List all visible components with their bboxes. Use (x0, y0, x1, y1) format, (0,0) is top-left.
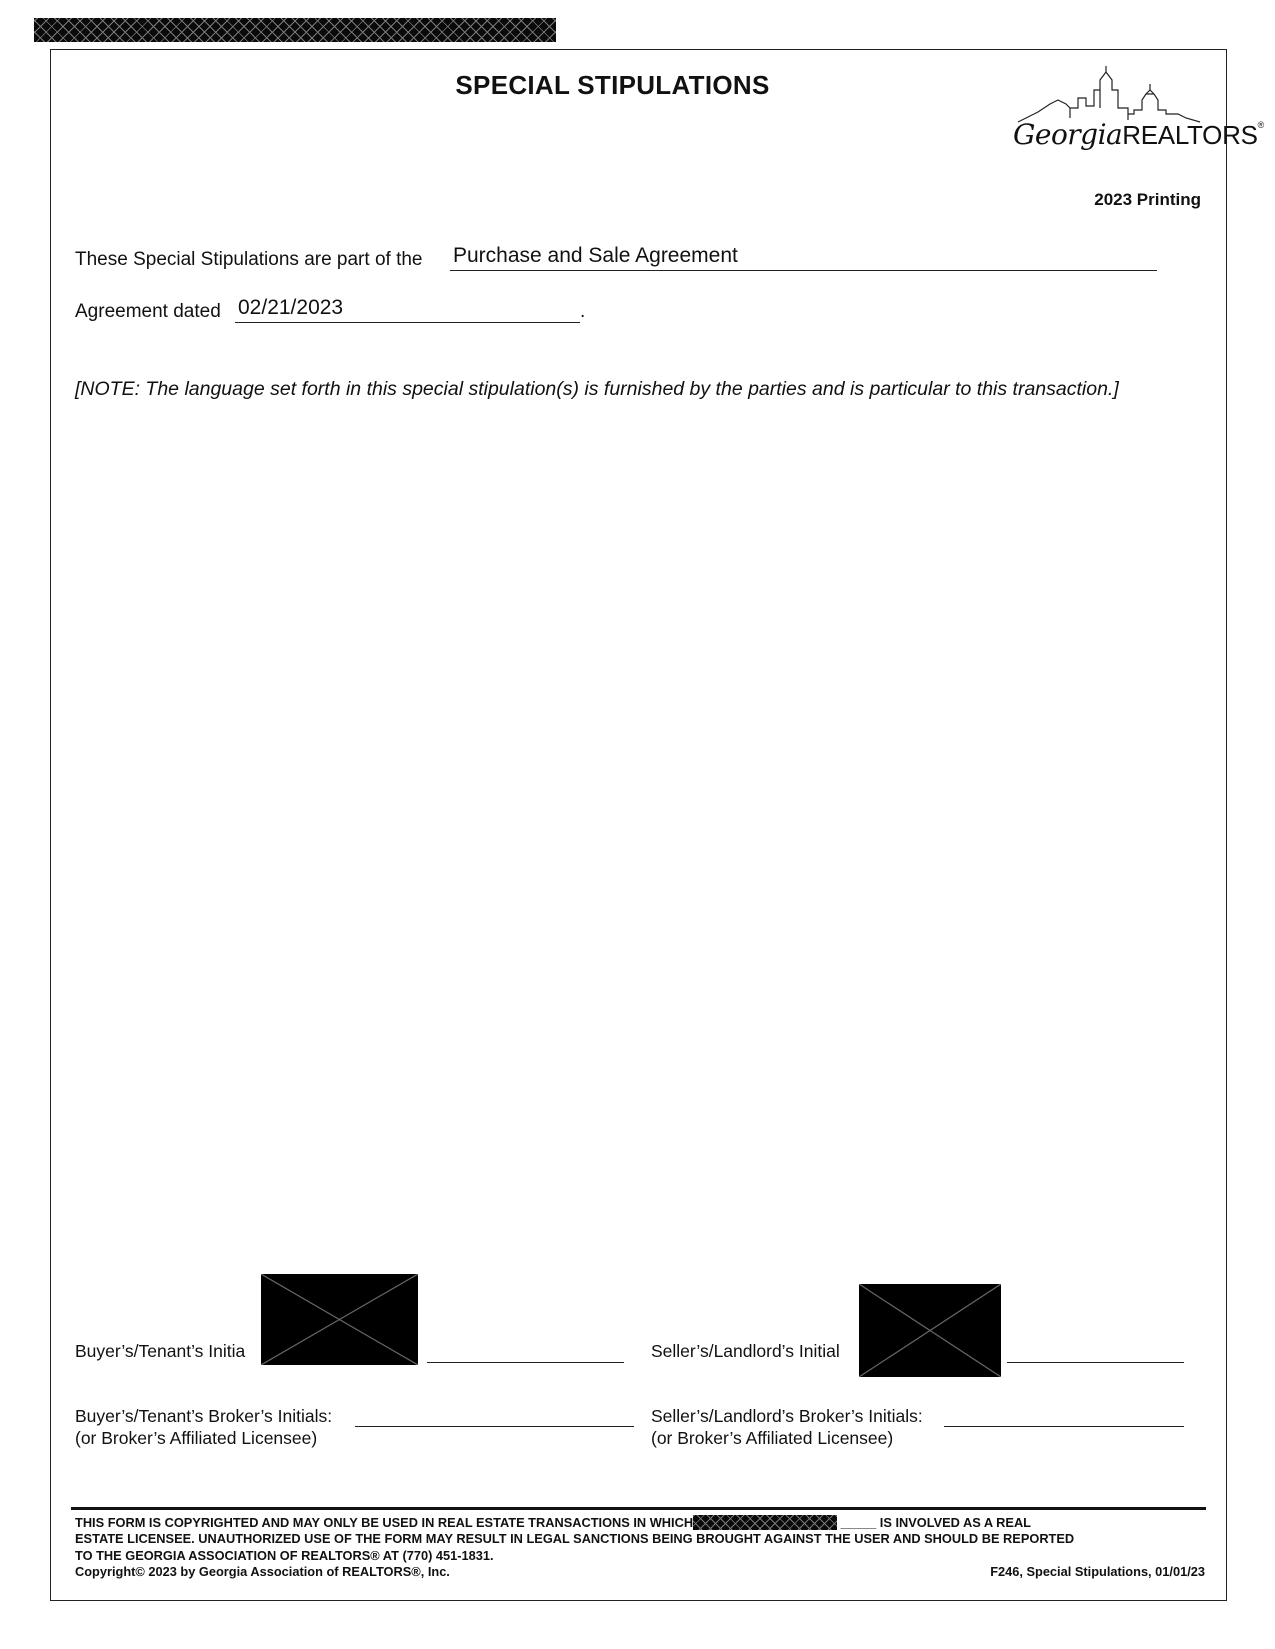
seller-broker-initials-line[interactable] (944, 1426, 1184, 1427)
copyright-footer (75, 1515, 1205, 1580)
buyer-broker-initials-line[interactable] (355, 1426, 634, 1427)
dated-period: . (580, 301, 586, 322)
buyer-broker-sub-label: (or Broker’s Affiliated Licensee) (75, 1428, 318, 1448)
georgia-realtors-logo (1010, 66, 1265, 166)
note-text: [NOTE: The language set forth in this special stipulation(s) is furnished by the parties and is particular to this transaction.] (75, 378, 1119, 400)
agreement-date-field[interactable] (235, 292, 580, 323)
footer-copyright: Copyright© 2023 by Georgia Association of REALTORS®, Inc. (75, 1563, 450, 1579)
footer-line-2: ESTATE LICENSEE. UNAUTHORIZED USE OF THE FORM MAY RESULT IN LEGAL SANCTIONS BEING BROUGHT AGAINST THE USER AND SHOULD BE REPORTED (75, 1531, 1075, 1547)
part-of-label: These Special Stipulations are part of the (75, 249, 423, 270)
footer-line-3: TO THE GEORGIA ASSOCIATION OF REALTORS® AT (770) 451-1831. (75, 1547, 494, 1563)
seller-broker-initials-label: Seller’s/Landlord’s Broker’s Initials: (651, 1406, 923, 1426)
seller-initials-redacted[interactable] (859, 1284, 1001, 1377)
page-title: SPECIAL STIPULATIONS (455, 70, 770, 100)
buyer-initials-label: Buyer’s/Tenant’s Initia (75, 1341, 246, 1361)
buyer-initials-line[interactable] (427, 1362, 624, 1363)
form-border (50, 49, 1227, 1601)
printing-year: 2023 Printing (1094, 190, 1201, 209)
agreement-type-value: Purchase and Sale Agreement (453, 244, 738, 267)
redaction-cross-icon (261, 1274, 418, 1365)
agreement-type-field[interactable] (450, 240, 1157, 271)
logo-wordmark: GeorgiaREALTORS® (1013, 118, 1265, 151)
footer-line-1: THIS FORM IS COPYRIGHTED AND MAY ONLY BE USED IN REAL ESTATE TRANSACTIONS IN WHICH _____ IS INVOLVED AS A REAL (75, 1515, 1032, 1530)
redaction-bar-top (34, 18, 556, 42)
seller-broker-sub-label: (or Broker’s Affiliated Licensee) (651, 1428, 894, 1448)
buyer-initials-redacted[interactable] (261, 1274, 418, 1365)
seller-initials-label: Seller’s/Landlord’s Initial (651, 1341, 840, 1361)
dated-row (75, 301, 221, 323)
skyline-icon (1010, 66, 1220, 126)
agreement-date-value: 02/21/2023 (238, 296, 344, 319)
buyer-broker-initials-label: Buyer’s/Tenant’s Broker’s Initials: (75, 1406, 333, 1426)
footer-divider (71, 1507, 1206, 1510)
part-of-row (75, 249, 422, 271)
form-id: F246, Special Stipulations, 01/01/23 (990, 1563, 1205, 1579)
redaction-cross-icon (859, 1284, 1001, 1377)
seller-initials-line[interactable] (1007, 1362, 1184, 1363)
dated-label: Agreement dated (75, 301, 221, 322)
redaction-inline (693, 1515, 837, 1530)
